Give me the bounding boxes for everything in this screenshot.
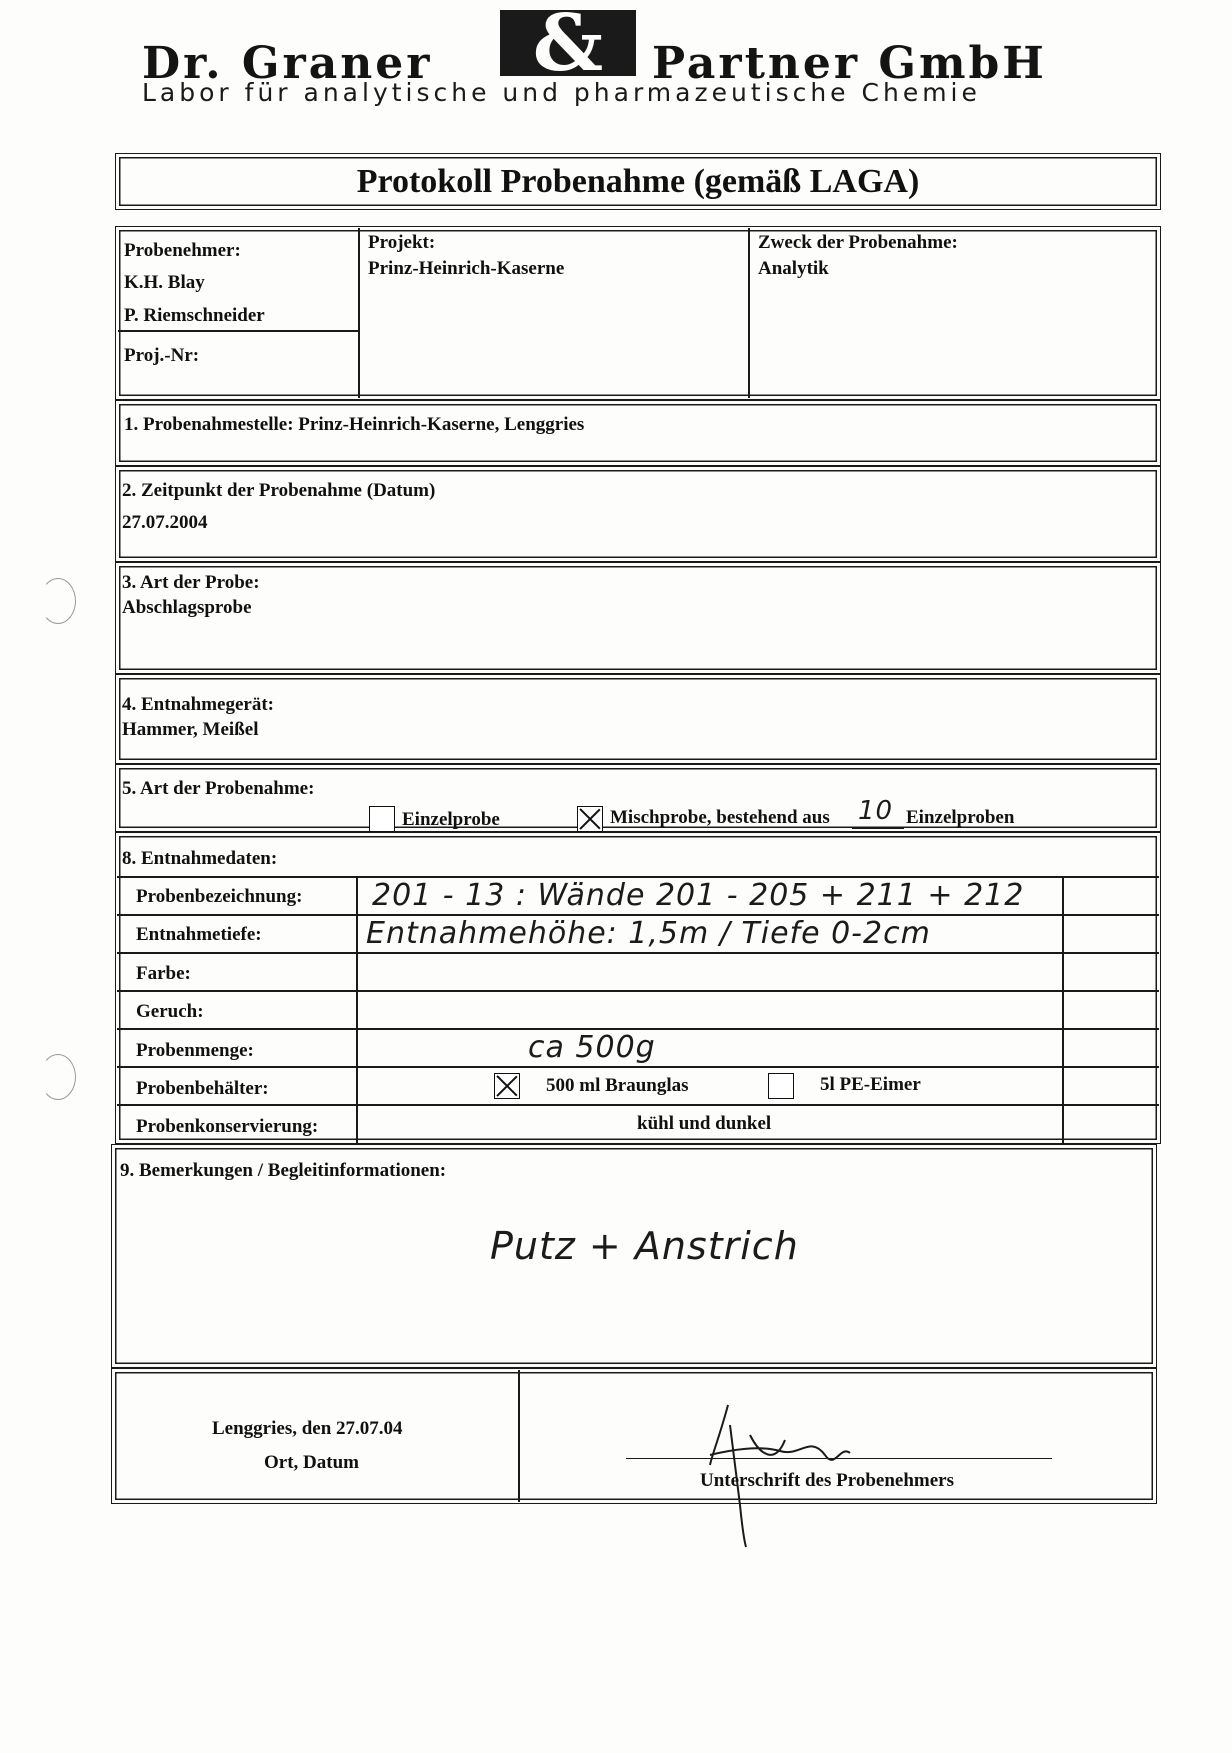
odor-label: Geruch:	[136, 1001, 204, 1022]
top-block	[115, 226, 1161, 400]
brown-glass-checkbox[interactable]	[494, 1073, 520, 1099]
section-4	[115, 674, 1161, 764]
preservation-label: Probenkonservierung:	[136, 1116, 319, 1137]
sampling-date-label: 2. Zeitpunkt der Probenahme (Datum)	[122, 480, 436, 501]
sample-type-label: 3. Art der Probe:	[122, 572, 260, 593]
depth-value: Entnahmehöhe: 1,5m / Tiefe 0-2cm	[366, 916, 931, 951]
sampler-2: P. Riemschneider	[124, 305, 265, 326]
place-date-value: Lenggries, den 27.07.04	[212, 1418, 403, 1439]
sampling-data-label: 8. Entnahmedaten:	[122, 848, 278, 869]
sample-type-value: Abschlagsprobe	[122, 597, 252, 618]
color-label: Farbe:	[136, 963, 191, 984]
ampersand-logo	[498, 8, 638, 78]
equipment-label: 4. Entnahmegerät:	[122, 694, 274, 715]
purpose-value: Analytik	[758, 258, 829, 279]
section-3	[115, 562, 1161, 674]
company-subtitle: Labor für analytische und pharmazeutische Chemie	[142, 78, 981, 107]
pe-bucket-checkbox[interactable]	[768, 1073, 794, 1099]
sampling-kind-label: 5. Art der Probenahme:	[122, 778, 315, 799]
mixed-sample-count: 10	[858, 796, 894, 826]
remarks-label: 9. Bemerkungen / Begleitinformationen:	[120, 1160, 447, 1181]
preservation-value: kühl und dunkel	[637, 1113, 772, 1134]
punch-hole-top	[40, 578, 76, 624]
mixed-sample-checkbox[interactable]	[577, 806, 603, 832]
sampling-date-value: 27.07.2004	[122, 512, 208, 533]
mixed-sample-suffix: Einzelproben	[906, 807, 1015, 828]
project-number-label: Proj.-Nr:	[124, 345, 200, 366]
form-title: Protokoll Probenahme (gemäß LAGA)	[115, 153, 1161, 210]
place-date-label: Ort, Datum	[264, 1452, 359, 1473]
remarks-value: Putz + Anstrich	[490, 1224, 799, 1268]
sample-id-value: 201 - 13 : Wände 201 - 205 + 211 + 212	[372, 878, 1025, 913]
container-label: Probenbehälter:	[136, 1078, 269, 1099]
project-value: Prinz-Heinrich-Kaserne	[368, 258, 565, 279]
svg-text:&: &	[532, 8, 604, 78]
quantity-value: ca 500g	[528, 1030, 656, 1065]
mixed-sample-label: Mischprobe, bestehend aus	[610, 807, 830, 828]
single-sample-label: Einzelprobe	[402, 809, 500, 830]
depth-label: Entnahmetiefe:	[136, 924, 262, 945]
punch-hole-bottom	[40, 1054, 76, 1100]
sampler-label: Probenehmer:	[124, 240, 241, 261]
brown-glass-label: 500 ml Braunglas	[546, 1075, 689, 1096]
pe-bucket-label: 5l PE-Eimer	[820, 1074, 921, 1095]
sampler-1: K.H. Blay	[124, 272, 205, 293]
quantity-label: Probenmenge:	[136, 1040, 254, 1061]
brand-right: Partner GmbH	[652, 38, 1047, 89]
single-sample-checkbox[interactable]	[369, 806, 395, 832]
signature-label: Unterschrift des Probenehmers	[700, 1470, 954, 1491]
equipment-value: Hammer, Meißel	[122, 719, 259, 740]
brand-left: Dr. Graner	[142, 38, 433, 89]
project-label: Projekt:	[368, 232, 436, 253]
purpose-label: Zweck der Probenahme:	[758, 232, 958, 253]
sampling-site: 1. Probenahmestelle: Prinz-Heinrich-Kaserne, Lenggries	[124, 414, 585, 435]
sample-id-label: Probenbezeichnung:	[136, 886, 303, 907]
